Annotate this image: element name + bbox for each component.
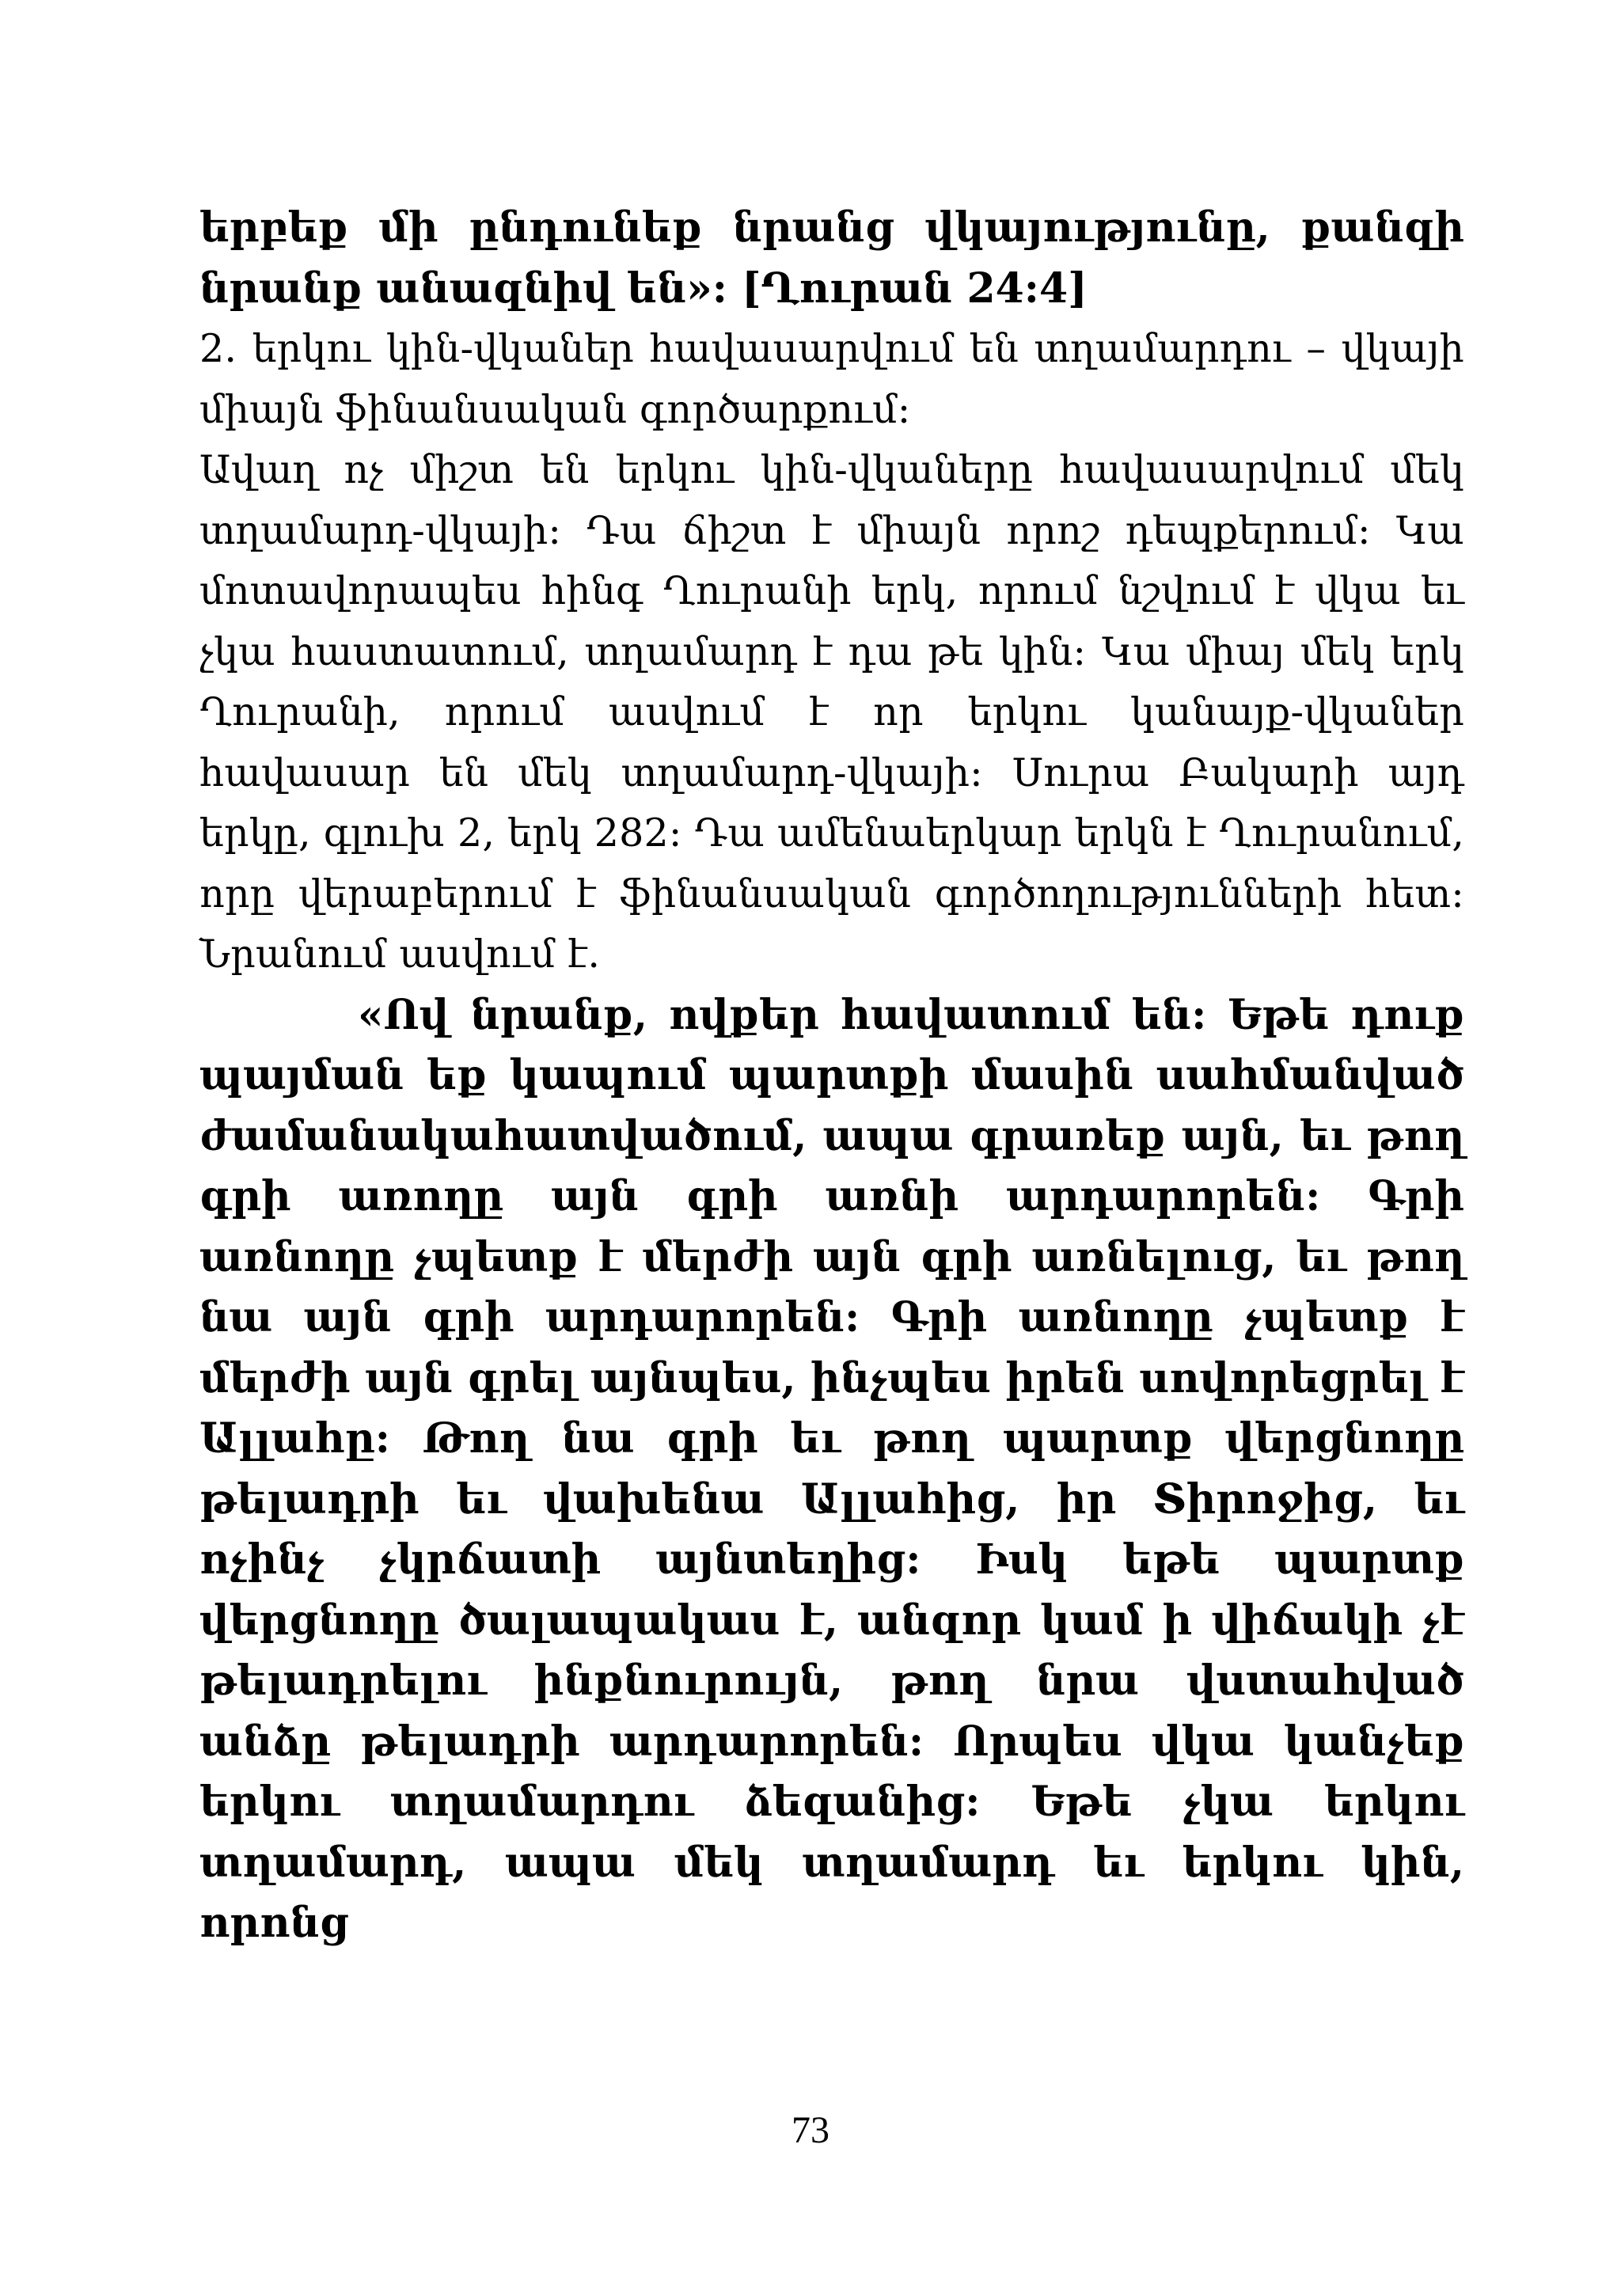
quote-continuation-paragraph: երբեք մի ընդունեք նրանց վկայությունը, քանզի նրանք անազնիվ են»: [Ղուրան 24:4] [199,203,1464,313]
explanation-paragraph: Ավաղ ոչ միշտ են երկու կին-վկաները հավասարվում մեկ տղամարդ-վկայի: Դա ճիշտ է միայն որոշ դեպքերում: Կա մոտավորապես հինգ Ղուրանի երկ, որում նշվում է վկա եւ չկա հաստատում, տղամարդ է դա թե կին: Կա միայ մեկ երկ Ղուրանի, որում ասվում է որ երկու կանայք-վկաներ հավասար են մեկ տղամարդ-վկայի: Սուրա Բակարի այդ երկը, գլուխ 2, երկ 282: Դա ամենաերկար երկն է Ղուրանում, որը վերաբերում է ֆինանսական գործողությունների հետ: Նրանում ասվում է. [199,447,1464,977]
quran-quote-paragraph: «Ով նրանք, ովքեր հավատում են: Եթե դուք պայման եք կապում պարտքի մասին սահմանված ժամանակահատվածում, ապա գրառեք այն, եւ թող գրի առողը այն գրի առնի արդարորեն: Գրի առնողը չպետք է մերժի այն գրի առնելուց, եւ թող նա այն գրի արդարորեն: Գրի առնողը չպետք է մերժի այն գրել այնպես, ինչպես իրեն սովորեցրել է Ալլահը: Թող նա գրի եւ թող պարտք վերցնողը թելադրի եւ վախենա Ալլահից, իր Տիրոջից, եւ ոչինչ չկրճատի այնտեղից: Իսկ եթե պարտք վերցնողը ծալապակաս է, անզոր կամ ի վիճակի չէ թելադրելու ինքնուրույն, թող նրա վստահված անձը թելադրի արդարորեն: Որպես վկա կանչեք երկու տղամարդու ձեզանից: Եթե չկա երկու տղամարդ, ապա մեկ տղամարդ եւ երկու կին, որոնց [199,990,1464,1947]
point-2-paragraph: 2. երկու կին-վկաներ հավասարվում են տղամարդու – վկայի միայն ֆինանսական գործարքում: [199,326,1464,432]
page-body [199,198,1464,1954]
page-number: 73 [792,2109,829,2151]
